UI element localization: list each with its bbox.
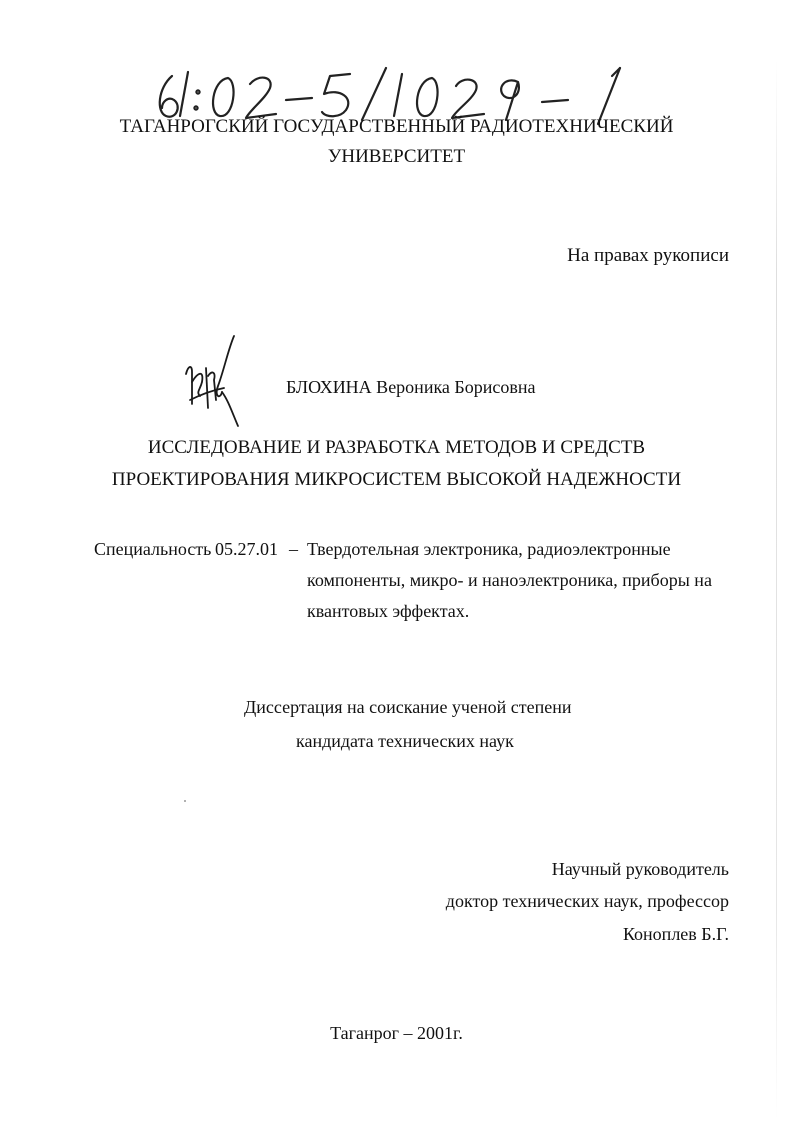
supervisor-degree: доктор технических наук, профессор xyxy=(445,891,729,911)
specialty-label: Специальность xyxy=(94,539,212,559)
specialty-code: 05.27.01 xyxy=(215,539,278,559)
place-and-year: Таганрог – 2001г. xyxy=(330,1023,463,1043)
signature-drawing xyxy=(178,330,248,430)
dissertation-title-line2: ПРОЕКТИРОВАНИЯ МИКРОСИСТЕМ ВЫСОКОЙ НАДЕЖНОСТИ xyxy=(111,469,682,490)
scan-speck xyxy=(184,800,186,802)
university-name-line2: УНИВЕРСИТЕТ xyxy=(327,146,466,167)
specialty-description-line1: Твердотельная электроника, радиоэлектронные xyxy=(307,539,671,559)
university-name-line1: ТАГАНРОГСКИЙ ГОСУДАРСТВЕННЫЙ РАДИОТЕХНИЧЕСКИЙ xyxy=(119,116,674,137)
author-name: БЛОХИНА Вероника Борисовна xyxy=(286,377,536,397)
specialty-description-line3: квантовых эффектах. xyxy=(307,601,470,621)
rights-note: На правах рукописи xyxy=(567,245,729,266)
dissertation-title-line1: ИССЛЕДОВАНИЕ И РАЗРАБОТКА МЕТОДОВ И СРЕДСТВ xyxy=(147,437,646,458)
supervisor-role: Научный руководитель xyxy=(551,859,729,879)
specialty-dash: – xyxy=(289,539,298,559)
author-signature xyxy=(178,330,248,430)
dissertation-degree-line1: Диссертация на соискание ученой степени xyxy=(244,697,572,717)
dissertation-degree-line2: кандидата технических наук xyxy=(296,731,514,751)
specialty-description-line2: компоненты, микро- и наноэлектроника, приборы на xyxy=(307,570,712,590)
scan-edge-shadow xyxy=(776,60,777,1120)
catalog-number-text xyxy=(158,62,655,116)
supervisor-name: Коноплев Б.Г. xyxy=(622,924,729,944)
